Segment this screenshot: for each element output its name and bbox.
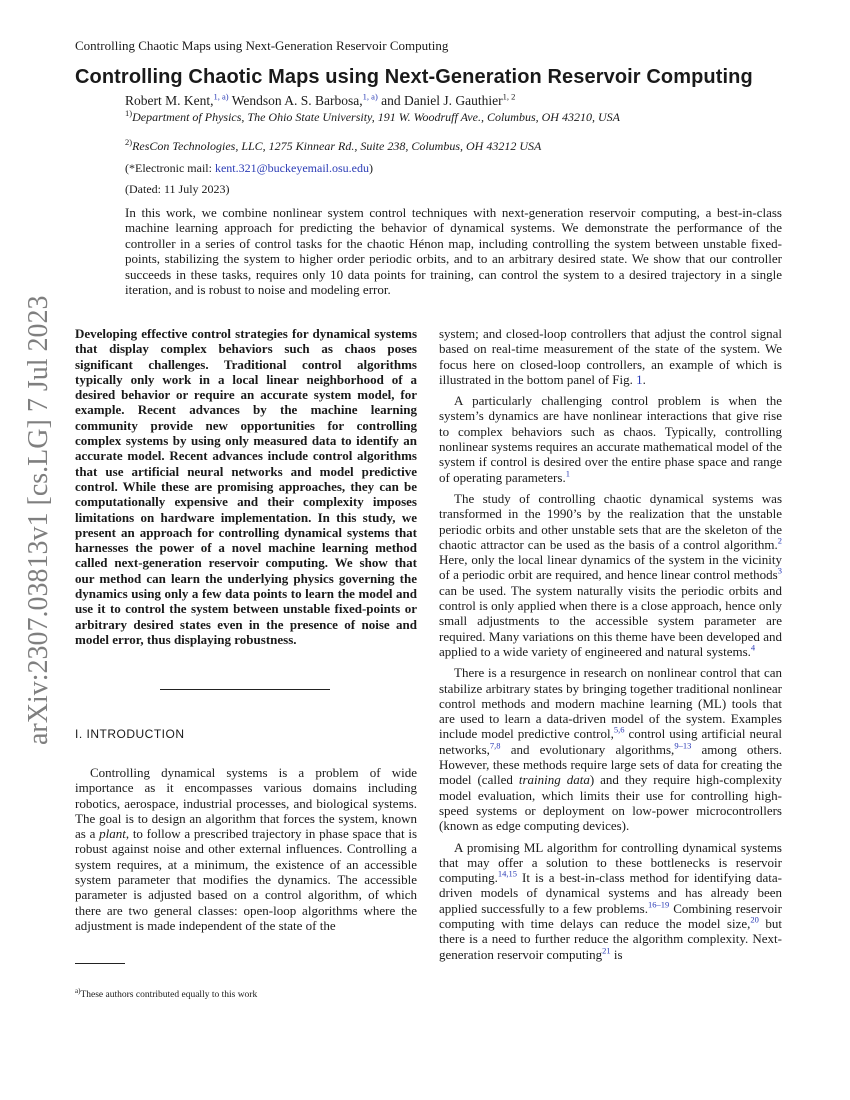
affiliation-2-text: ResCon Technologies, LLC, 1275 Kinnear Rd., Suite 238, Columbus, OH 43212 USA	[132, 139, 542, 153]
right-paragraph-2	[439, 393, 782, 485]
citation-link[interactable]: 3	[777, 566, 782, 577]
right-paragraph-3	[439, 491, 782, 659]
right-paragraph-1	[439, 326, 782, 387]
author-gauthier: and Daniel J. Gauthier	[381, 93, 503, 108]
paragraph-text: .	[642, 371, 646, 387]
email-prefix: (*Electronic mail:	[125, 161, 215, 175]
paragraph-text: among others. However, these methods require large sets of data for creating the model (called	[439, 741, 782, 788]
paragraph-text: A promising ML algorithm for controlling dynamical systems that may offer a solution to these bottlenecks is reservoir computing.	[439, 839, 782, 886]
figure-reference-link[interactable]: 1	[636, 371, 643, 387]
citation-link[interactable]: 9–13	[674, 740, 692, 751]
footnote	[75, 986, 258, 1000]
citation-link[interactable]: 5,6	[613, 725, 625, 736]
date-line: (Dated: 11 July 2023)	[125, 182, 230, 196]
affiliation-1	[125, 110, 645, 124]
citation-link[interactable]: 20	[750, 914, 759, 925]
author-list	[125, 93, 515, 109]
paragraph-text: A particularly challenging control problem is when the system’s dynamics are have nonlinear interactions that give rise to complex behaviors such as chaos. Typically, controlling nonlinear systems requires an accurate mathematical model of the system if control is desired over the entire phase space and range of operating parameters.	[439, 393, 782, 485]
paragraph-text: and evolutionary algorithms,	[500, 741, 675, 757]
paragraph-text: The study of controlling chaotic dynamical systems was transformed in the 1990’s by the realization that the unstable periodic orbits and other unstable sets that are the skeleton of the chaotic attractor can be used as the basis of a control algorithm.	[439, 490, 782, 552]
paragraph-text: There is a resurgence in research on nonlinear control that can stabilize arbitrary states by bringing together traditional nonlinear control methods and modern machine learning (ML) tools that are used to learn a data-driven model of the system. Examples include model predictive control,	[439, 665, 782, 742]
introduction-paragraph	[75, 765, 417, 933]
right-paragraph-4	[439, 665, 782, 833]
paper-title: Controlling Chaotic Maps using Next-Generation Reservoir Computing	[75, 66, 753, 88]
affiliation-1-text: Department of Physics, The Ohio State University, 191 W. Woodruff Ave., Columbus, OH 43210, USA	[132, 110, 620, 124]
email-line	[125, 161, 373, 176]
paragraph-text: control using artificial neural networks,	[439, 726, 782, 757]
paragraph-text: Combining reservoir computing with time delays can reduce the model size,	[439, 900, 782, 931]
right-column	[439, 326, 782, 962]
email-link[interactable]: kent.321@buckeyemail.osu.edu	[214, 161, 369, 175]
author-gauthier-affiliation: 1, 2	[502, 91, 516, 102]
citation-link[interactable]: 7,8	[489, 740, 501, 751]
affiliation-2	[125, 139, 645, 153]
footnote-mark: a)	[75, 986, 81, 995]
paragraph-text: It is a best-in-class method for identifying data-driven models of dynamical systems and has already been applied successfully to a few problems.	[439, 870, 782, 916]
italic-term: training data	[518, 772, 590, 788]
email-suffix: )	[368, 161, 373, 175]
citation-link[interactable]: 14,15	[497, 868, 517, 879]
footnote-divider	[75, 963, 125, 964]
author-kent: Robert M. Kent,	[125, 93, 214, 108]
affiliation-1-number: 1)	[125, 108, 133, 118]
arxiv-identifier-stamp: arXiv:2307.03813v1 [cs.LG] 7 Jul 2023	[23, 295, 54, 745]
section-heading-introduction: I. INTRODUCTION	[75, 727, 185, 741]
affiliation-2-number: 2)	[125, 137, 133, 147]
author-barbosa-affiliation[interactable]: 1, a)	[362, 91, 378, 102]
intro-italic-term: plant	[99, 826, 126, 842]
author-barbosa: Wendson A. S. Barbosa,	[231, 93, 363, 108]
lead-paragraph: Developing effective control strategies for dynamical systems that display complex behaviors such as chaos poses significant challenges. Traditional control algorithms typically only work in a local linear neighborhood of a desired behavior or require an accurate system model, for example. Recent advances by the machine learning community provide new opportunities for controlling complex systems by using only measured data to identify an accurate model. Recent advances include control algorithms that use artificial neural networks and model predictive control. While these are promising approaches, they can be computationally expensive and their complexity imposes limitations on hardware implementation. In this study, we present an approach for controlling dynamical systems that harnesses the power of a novel machine learning method called next-generation reservoir computing. We show that our method can learn the underlying physics governing the dynamics using only a few data points to learn the model and use it to control the system between unstable fixed-points or arbitrary desired states even in the presence of noise and model error, thus displaying robustness.	[75, 326, 417, 647]
citation-link[interactable]: 2	[777, 535, 782, 546]
paragraph-text: ) and they require high-complexity model evaluation, which limits their use for controlling high-speed systems or deployment on low-power microcontrollers (known as edge computing devices).	[439, 772, 782, 834]
right-paragraph-5	[439, 840, 782, 962]
paragraph-text: Here, only the local linear dynamics of the system in the vicinity of a periodic orbit are required, and hence linear control methods	[439, 552, 782, 583]
citation-link[interactable]: 21	[602, 945, 611, 956]
citation-link[interactable]: 4	[750, 642, 756, 653]
citation-link[interactable]: 1	[565, 468, 570, 479]
intro-text: Controlling dynamical systems is a problem of wide importance as it encompasses various domains including robotics, aerospace, industrial processes, and biological systems. The goal is to design an algorithm that forces the system, known as a	[75, 765, 417, 842]
running-head: Controlling Chaotic Maps using Next-Generation Reservoir Computing	[75, 38, 449, 53]
paragraph-text: system; and closed-loop controllers that adjust the control signal based on real-time measurement of the state of the system. We focus here on closed-loop controllers, an example of which is illustrated in the bottom panel of Fig.	[439, 326, 782, 387]
citation-link[interactable]: 16–19	[647, 899, 670, 910]
paragraph-text: is	[610, 946, 623, 962]
author-kent-affiliation[interactable]: 1, a)	[213, 91, 229, 102]
footnote-text: These authors contributed equally to this work	[80, 990, 258, 1000]
paragraph-text: can be used. The system naturally visits the periodic orbits and control is only applied when there is a close approach, hence only small adjustments to the accessible system parameter are required. Many variations on this theme have been developed and applied to a wide variety of engineered and natural systems.	[439, 582, 782, 659]
intro-text: , to follow a prescribed trajectory in phase space that is robust against noise and other external influences. Controlling a system requires, at a minimum, the existence of an accessible system parameter that modifies the dynamics. The accessible parameter is adjusted based on a control algorithm, of which there are two general classes: open-loop algorithms where the adjustment is made independent of the state of the	[75, 826, 417, 933]
left-column	[75, 326, 417, 647]
section-divider	[160, 689, 330, 690]
paragraph-text: but there is a need to further reduce the algorithm complexity. Next-generation reservoir computing	[439, 915, 782, 962]
abstract: In this work, we combine nonlinear system control techniques with next-generation reservoir computing, a best-in-class machine learning approach for predicting the behavior of dynamical systems. We demonstrate the performance of the controller in a series of control tasks for the chaotic Hénon map, including controlling the system between unstable fixed-points, stabilizing the system to higher order periodic orbits, and to an arbitrary desired state. We show that our controller succeeds in these tasks, requires only 10 data points for training, can control the system to a desired trajectory in a single iteration, and is robust to noise and modeling error.	[125, 205, 782, 298]
